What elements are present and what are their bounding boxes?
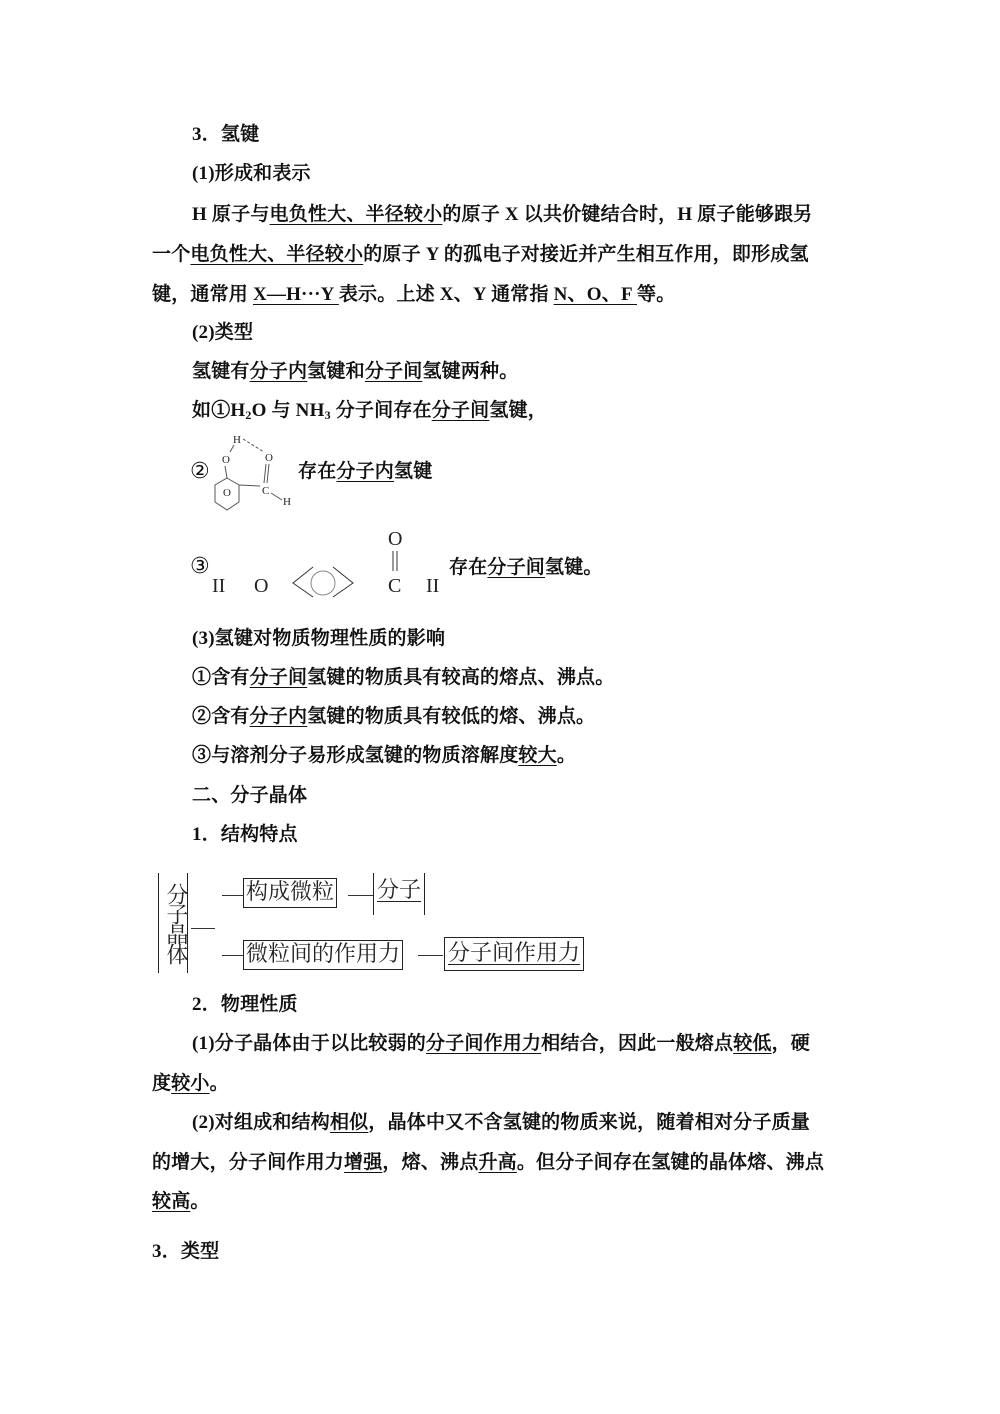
text: 氢键的物质具有较低的熔、沸点。 bbox=[307, 706, 596, 727]
blank-answer: 电负性大、半径较小 bbox=[190, 244, 364, 265]
connector-row2 bbox=[222, 955, 244, 956]
text: O 与 NH bbox=[251, 400, 325, 421]
svg-text:O: O bbox=[388, 528, 403, 550]
blank-answer: 分子间作用力 bbox=[425, 1033, 542, 1054]
blank-answer: N、O、F bbox=[553, 284, 637, 305]
connector-row1-value bbox=[348, 895, 373, 896]
text: 度 bbox=[152, 1073, 172, 1094]
text: 的增大，分子间作用力 bbox=[152, 1152, 345, 1173]
diagram-row1-label: 构成微粒 bbox=[243, 878, 337, 908]
salicylaldehyde-structure-icon bbox=[205, 430, 300, 515]
text: 如①H bbox=[192, 400, 246, 421]
blank-answer: 分子 bbox=[377, 878, 422, 903]
blank-answer: X—H···Y bbox=[252, 284, 339, 305]
text: ②含有 bbox=[192, 706, 250, 727]
svg-text:C: C bbox=[388, 575, 402, 597]
text: 相结合，因此一般熔点 bbox=[541, 1033, 734, 1054]
effect-item-1 bbox=[192, 665, 614, 691]
example3-text bbox=[449, 555, 603, 581]
blank-answer: 分子间作用力 bbox=[448, 941, 581, 966]
connector-row1 bbox=[222, 895, 244, 896]
svg-text:II: II bbox=[426, 575, 440, 597]
blank-answer: 升高 bbox=[478, 1152, 517, 1173]
text: 键，通常用 bbox=[152, 284, 253, 305]
svg-text:O: O bbox=[223, 487, 231, 499]
subscript: 2 bbox=[245, 408, 252, 422]
svg-text:O: O bbox=[254, 575, 269, 597]
text: 氢键和 bbox=[307, 361, 365, 382]
types-title: 3．类型 bbox=[152, 1241, 220, 1262]
svg-text:O: O bbox=[265, 452, 273, 464]
text: 。但分子间存在氢键的晶体熔、沸点 bbox=[516, 1152, 825, 1173]
effect-item-3 bbox=[192, 743, 576, 769]
text: 氢键的物质具有较高的熔点、沸点。 bbox=[307, 667, 615, 688]
example2-marker: ② bbox=[190, 459, 210, 484]
text: ，熔、沸点 bbox=[382, 1152, 479, 1173]
structure-title: 1．结构特点 bbox=[192, 824, 298, 845]
diagram-row2-label: 微粒间的作用力 bbox=[243, 940, 403, 970]
subsection-types-title: (2)类型 bbox=[192, 322, 254, 343]
text: ，硬 bbox=[771, 1033, 810, 1054]
blank-answer: 增强 bbox=[344, 1152, 383, 1173]
diagram-row2-value bbox=[444, 937, 584, 971]
blank-answer: 电负性大、半径较小 bbox=[269, 204, 443, 225]
svg-text:H: H bbox=[283, 496, 291, 508]
effect-item-2 bbox=[192, 704, 595, 730]
phys1-line1 bbox=[192, 1031, 810, 1057]
blank-answer: 较大 bbox=[518, 745, 557, 766]
text: 存在 bbox=[298, 461, 337, 482]
svg-text:C: C bbox=[262, 485, 270, 497]
phys2-line2 bbox=[152, 1150, 824, 1176]
text: 氢键 bbox=[394, 461, 433, 482]
text: 。 bbox=[556, 745, 577, 766]
diagram-root-box: 分子晶体 bbox=[158, 873, 188, 973]
example3-marker: ③ bbox=[190, 554, 210, 579]
text: 氢键两种。 bbox=[422, 361, 519, 382]
part2-title: 二、分子晶体 bbox=[192, 785, 308, 806]
subsection-effects-title: (3)氢键对物质物理性质的影响 bbox=[192, 628, 446, 649]
paragraph-formation-line2 bbox=[152, 242, 809, 268]
diagram-row1-value bbox=[373, 873, 425, 915]
text: 氢键。 bbox=[545, 557, 603, 578]
example2-text bbox=[298, 459, 432, 485]
connector-row2-value bbox=[418, 955, 443, 956]
text: 等。 bbox=[637, 284, 676, 305]
text: ①含有 bbox=[192, 667, 250, 688]
text: 分子间存在 bbox=[330, 400, 432, 421]
text: H 原子与 bbox=[192, 204, 270, 225]
text: 表示。上述 X、Y 通常指 bbox=[338, 284, 554, 305]
blank-answer: 分子间 bbox=[364, 361, 423, 382]
connector-root bbox=[191, 928, 215, 929]
blank-answer: 分子间 bbox=[431, 400, 490, 421]
blank-answer: 分子内 bbox=[249, 361, 308, 382]
section-title-hydrogen-bond: 3．氢键 bbox=[192, 124, 260, 145]
blank-answer: 相似 bbox=[329, 1112, 369, 1133]
text: ，晶体中又不含氢键的物质来说，随着相对分子质量 bbox=[368, 1112, 810, 1133]
phys2-line1 bbox=[192, 1110, 810, 1136]
text: 一个 bbox=[152, 244, 191, 265]
types-line bbox=[192, 359, 518, 385]
physical-properties-title: 2．物理性质 bbox=[192, 994, 298, 1015]
blank-answer: 分子内 bbox=[336, 461, 395, 482]
text: (1)分子晶体由于以比较弱的 bbox=[192, 1033, 426, 1054]
svg-text:O: O bbox=[222, 454, 230, 466]
text: (2)对组成和结构 bbox=[192, 1112, 330, 1133]
phys2-line3 bbox=[152, 1189, 210, 1215]
text: 氢键， bbox=[489, 400, 547, 421]
svg-text:II: II bbox=[212, 575, 226, 597]
blank-answer: 较低 bbox=[733, 1033, 772, 1054]
text: ③与溶剂分子易形成氢键的物质溶解度 bbox=[192, 745, 519, 766]
svg-text:H: H bbox=[233, 434, 241, 446]
text: 。 bbox=[190, 1191, 210, 1212]
text: 存在 bbox=[449, 557, 488, 578]
example1-line bbox=[192, 398, 547, 424]
blank-answer: 分子间 bbox=[487, 557, 546, 578]
subsection-formation-title: (1)形成和表示 bbox=[192, 163, 311, 184]
blank-answer: 分子内 bbox=[249, 706, 308, 727]
blank-answer: 分子间 bbox=[249, 667, 308, 688]
blank-answer: 较高 bbox=[152, 1191, 191, 1212]
paragraph-formation-line1 bbox=[192, 202, 813, 228]
blank-answer: 较小 bbox=[171, 1073, 210, 1094]
text: 氢键有 bbox=[192, 361, 250, 382]
molecular-crystal-diagram bbox=[158, 870, 608, 980]
text: 的原子 Y 的孤电子对接近并产生相互作用，即形成氢 bbox=[363, 244, 809, 265]
text: 。 bbox=[209, 1073, 229, 1094]
paragraph-formation-line3 bbox=[152, 282, 675, 308]
text: 的原子 X 以共价键结合时，H 原子能够跟另 bbox=[442, 204, 813, 225]
subscript: 3 bbox=[324, 408, 331, 422]
phys1-line2 bbox=[152, 1071, 229, 1097]
hydroxybenzaldehyde-structure-icon bbox=[208, 525, 448, 610]
